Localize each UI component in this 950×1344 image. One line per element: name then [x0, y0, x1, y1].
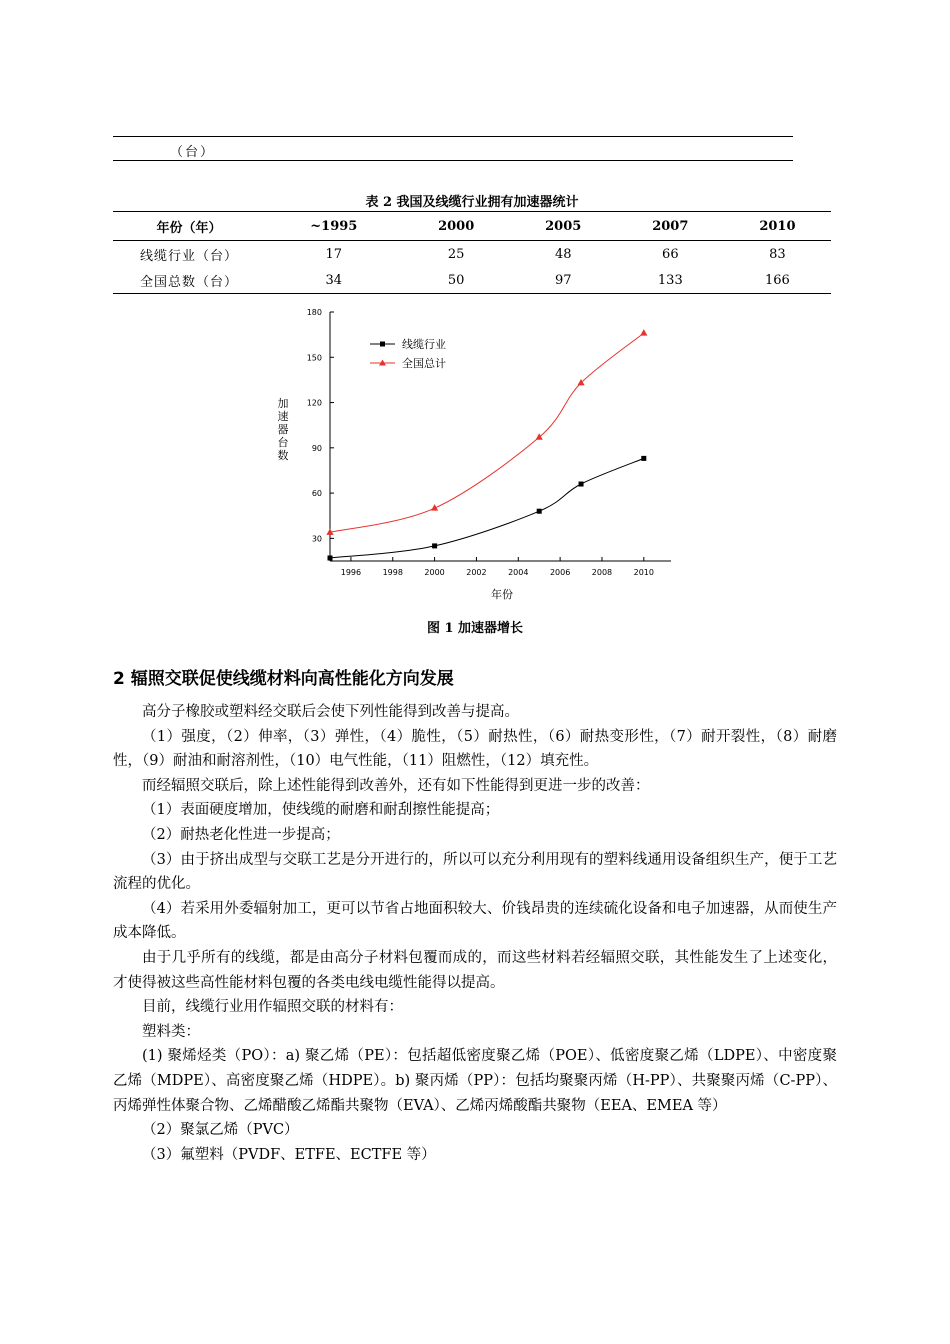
paragraph: （1）表面硬度增加，使线缆的耐磨和耐刮擦性能提高；	[142, 802, 500, 819]
paragraph: （4）若采用外委辐射加工，更可以节省占地面积较大、价钱昂贵的连续硫化设备和电子加速器，从而使生产成本降低。	[113, 900, 837, 942]
table2-cell: 25	[447, 246, 465, 262]
y-tick-label: 30	[311, 534, 322, 544]
table2-cell: 50	[447, 272, 465, 288]
table-row	[113, 241, 831, 268]
table2-cell: 166	[765, 272, 790, 288]
table2-header-2010: 2010	[759, 218, 796, 234]
table2-row-label: 全国总数（台）	[139, 274, 238, 290]
table2-header-2007: 2007	[652, 218, 689, 234]
table2-header-year: 年份（年）	[156, 220, 222, 236]
prev-table-top-rule	[113, 136, 793, 137]
x-ticks	[341, 557, 654, 577]
paragraph: 高分子橡胶或塑料经交联后会使下列性能得到改善与提高。	[142, 704, 519, 720]
legend	[370, 337, 446, 370]
figure1-caption: 图 1 加速器增长	[426, 621, 524, 636]
x-axis-label: 年份	[491, 588, 513, 601]
table2	[113, 211, 831, 294]
table2-cell: 133	[657, 272, 683, 288]
data-point-quanguo	[640, 329, 647, 336]
paragraph: 塑料类：	[142, 1023, 200, 1040]
section-heading: 2 辐照交联促使线缆材料向高性能化方向发展	[113, 669, 454, 689]
paragraph: （2）耐热老化性进一步提高；	[142, 826, 340, 843]
y-tick-label: 120	[306, 398, 322, 408]
table2-header-2005: 2005	[545, 218, 582, 234]
table-row	[113, 267, 831, 294]
table2-cell: 34	[325, 272, 343, 288]
prev-table-unit-cell: （台）	[170, 145, 216, 160]
paragraph: （2）聚氯乙烯（PVC）	[142, 1122, 299, 1139]
section-body	[113, 700, 837, 1167]
x-tick-label: 2002	[466, 568, 487, 577]
paragraph: 目前，线缆行业用作辐照交联的材料有：	[142, 999, 403, 1016]
data-point-xianlan	[432, 543, 437, 548]
data-points	[326, 329, 647, 560]
table2-header-2000: 2000	[438, 218, 475, 234]
paragraph: 而经辐照交联后，除上述性能得到改善外，还有如下性能得到更进一步的改善：	[142, 777, 650, 794]
paragraph: 由于几乎所有的线缆，都是由高分子材料包覆而成的，而这些材料若经辐照交联，其性能发生了上述变化，才使得被这些高性能材料包覆的各类电线电缆性能得以提高。	[113, 949, 837, 991]
table2-header-row	[113, 212, 831, 241]
table2-cell: 97	[554, 272, 572, 288]
x-tick-label: 2008	[591, 568, 613, 577]
paragraph: （3）由于挤出成型与交联工艺是分开进行的，所以可以充分利用现有的塑料线通用设备组织生产，便于工艺流程的优化。	[113, 851, 837, 893]
legend-marker-xianlan	[380, 342, 385, 347]
table2-cell: 83	[769, 246, 786, 262]
accelerator-growth-chart	[270, 300, 690, 610]
y-axis-label: 加速器台数	[277, 397, 289, 462]
table2-cell: 17	[325, 246, 343, 262]
paragraph: （1）强度，（2）伸率，（3）弹性，（4）脆性，（5）耐热性，（6）耐热变形性，（7）耐开裂性，（8）耐磨性，（9）耐油和耐溶剂性，（10）电气性能，（11）阻燃性，（12）填充性。	[113, 728, 837, 770]
series-xianlan-fit-curve	[330, 458, 644, 558]
paragraph: (1) 聚烯烃类（PO）：a) 聚乙烯（PE）：包括超低密度聚乙烯（POE）、低密度聚乙烯（LDPE）、中密度聚乙烯（MDPE）、高密度聚乙烯（HDPE）。b) 聚丙烯（PP）：包括均聚聚丙烯（H-PP）、共聚聚丙烯（C-PP）、丙烯弹性体聚合物、乙烯醋酸乙烯酯共聚物（EVA）、乙烯丙烯酸酯共聚物（EEA、EMEA 等）	[113, 1048, 837, 1114]
y-tick-label: 180	[306, 308, 322, 317]
x-tick-label: 2004	[508, 568, 529, 577]
y-tick-label: 150	[306, 353, 322, 363]
table2-row-label: 线缆行业（台）	[139, 248, 238, 264]
x-tick-label: 2010	[633, 568, 654, 577]
legend-label-xianlan: 线缆行业	[402, 338, 446, 351]
table2-cell: 48	[554, 246, 572, 262]
table2-caption: 表 2 我国及线缆行业拥有加速器统计	[365, 195, 579, 210]
data-point-xianlan	[328, 555, 333, 560]
y-tick-label: 90	[311, 443, 322, 453]
data-point-xianlan	[641, 456, 646, 461]
y-tick-label: 60	[311, 489, 322, 499]
paragraph: （3）氟塑料（PVDF、ETFE、ECTFE 等）	[142, 1146, 436, 1163]
table2-header-1995: ~1995	[310, 218, 358, 234]
table2-cell: 66	[662, 246, 679, 262]
data-point-xianlan	[579, 482, 584, 487]
x-tick-label: 1996	[340, 568, 362, 577]
data-point-quanguo	[536, 433, 543, 440]
x-tick-label: 2006	[549, 568, 571, 577]
legend-label-quanguo: 全国总计	[402, 357, 446, 370]
x-tick-label: 1998	[382, 568, 403, 577]
data-point-xianlan	[537, 509, 542, 514]
x-tick-label: 2000	[424, 568, 445, 577]
prev-table-bottom-rule	[113, 160, 793, 161]
